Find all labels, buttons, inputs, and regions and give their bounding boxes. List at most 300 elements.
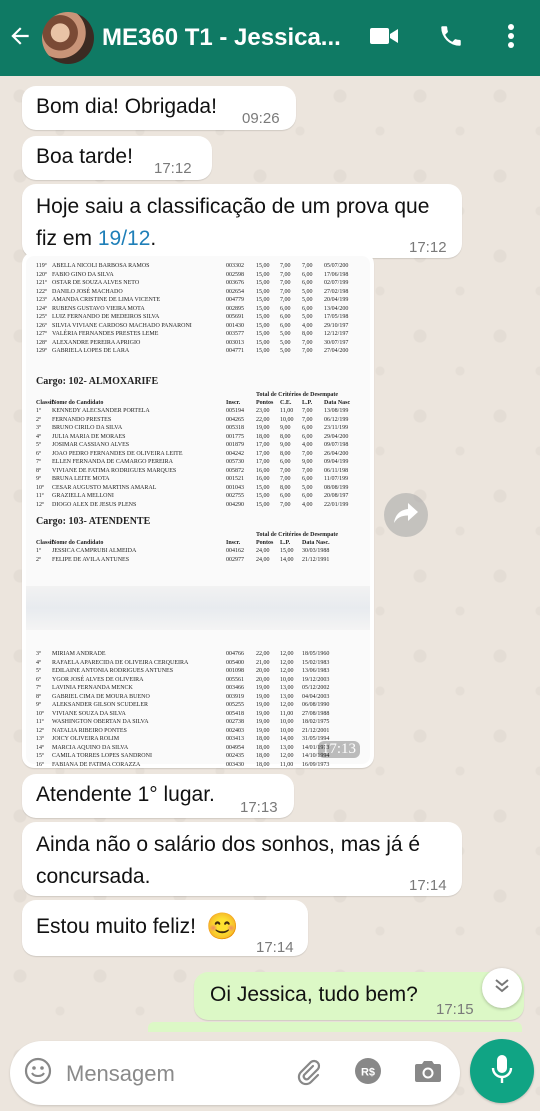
doc-table-cell: 15,00 xyxy=(256,322,270,329)
doc-table-cell: 4,00 xyxy=(302,442,313,448)
doc-table-row xyxy=(36,288,366,297)
doc-table-cell: 7,00 xyxy=(302,339,313,346)
doc-bottom-table xyxy=(36,650,366,769)
doc-table-cell: 12º xyxy=(36,501,44,508)
doc-header: Total de Critérios de Desempate xyxy=(256,392,339,398)
doc-table-cell: 002403 xyxy=(226,727,244,734)
doc-table-cell: 05/12/2002 xyxy=(302,685,330,691)
doc-table-cell: 10,00 xyxy=(280,416,294,423)
message-bubble[interactable] xyxy=(22,900,308,956)
doc-table-cell: 21/12/2001 xyxy=(302,727,330,734)
doc-table-cell: 16/09/1973 xyxy=(302,761,330,768)
doc-table-cell: 6,00 xyxy=(302,280,313,286)
forward-button[interactable] xyxy=(384,493,428,537)
doc-table-row xyxy=(36,441,366,450)
doc-table-cell: 002895 xyxy=(226,305,244,312)
doc-table-cell: 129º xyxy=(36,348,47,354)
doc-table-cell: 18,00 xyxy=(256,761,270,768)
doc-table-cell: RUBENS GUSTAVO VIEIRA MOTA xyxy=(52,305,145,312)
doc-table-cell: 003413 xyxy=(226,736,244,742)
doc-table-cell: 005194 xyxy=(226,408,244,414)
doc-table-cell: 002598 xyxy=(226,271,244,278)
message-bubble[interactable] xyxy=(22,86,296,130)
doc-table-cell: 27/04/200 xyxy=(324,348,349,354)
doc-table-cell: 002654 xyxy=(226,288,244,295)
emoji-button[interactable] xyxy=(22,1057,54,1089)
doc-table-cell: 7,00 xyxy=(280,288,291,295)
message-text: Estou muito feliz! xyxy=(36,915,196,938)
doc-table-cell: BRUNO CIRILO DA SILVA xyxy=(52,425,123,431)
doc-table-row xyxy=(36,547,366,556)
doc-table-cell: 6,00 xyxy=(302,493,313,499)
message-time: 17:15 xyxy=(436,1001,474,1018)
doc-table-cell: 7º xyxy=(36,685,41,691)
doc-table-cell: 29/10/197 xyxy=(324,322,349,329)
doc-cargo-103 xyxy=(36,514,366,564)
doc-table-cell: 14,00 xyxy=(280,556,294,563)
doc-table-cell: 002755 xyxy=(226,493,244,499)
doc-table-row xyxy=(36,475,366,484)
doc-table-cell: ELLEN FERNANDA DE CAMARGO PEREIRA xyxy=(52,459,174,465)
doc-table-cell: 10,00 xyxy=(280,676,294,683)
doc-table-cell: 5,00 xyxy=(302,288,313,295)
message-time: 17:13 xyxy=(240,799,278,816)
chat-title[interactable]: ME360 T1 - Jessica... xyxy=(102,24,341,51)
doc-table-cell: 003577 xyxy=(226,331,244,337)
doc-table-cell: 7,00 xyxy=(280,297,291,303)
doc-table-cell: 14/01/1973 xyxy=(302,744,330,751)
doc-table-row xyxy=(36,659,366,668)
doc-table-cell: 005872 xyxy=(226,467,244,474)
doc-table-row xyxy=(36,684,366,693)
doc-table-cell: 12,00 xyxy=(280,753,294,759)
doc-table-cell: MARCIA AQUINO DA SILVA xyxy=(52,744,129,751)
doc-table-cell: 005418 xyxy=(226,710,244,717)
doc-header-cell: L.P. xyxy=(280,540,291,546)
doc-table-cell: 7,00 xyxy=(280,501,291,508)
doc-table-cell: 23,00 xyxy=(256,408,270,414)
doc-table-row xyxy=(36,693,366,702)
doc-table-cell: 05/07/200 xyxy=(324,263,349,269)
doc-table-cell: 19,00 xyxy=(256,727,270,734)
doc-table-cell: 20,00 xyxy=(256,668,270,674)
doc-table-cell: 004242 xyxy=(226,450,244,457)
doc-table-cell: 1º xyxy=(36,548,41,554)
doc-table-row xyxy=(36,484,366,493)
message-bubble-outgoing-partial xyxy=(148,1022,522,1032)
doc-table-cell: 9,00 xyxy=(280,425,291,431)
doc-table-cell: 12,00 xyxy=(280,651,294,657)
doc-table-cell: 9,00 xyxy=(302,459,313,465)
message-text: Hoje saiu a classificação de um prova que fiz em 19/12. xyxy=(36,195,430,250)
doc-header-cell: Classif. xyxy=(36,540,55,546)
doc-table-cell: 14,00 xyxy=(280,736,294,742)
doc-table-cell: VIVIANE DE FATIMA RODRIGUES MARQUES xyxy=(52,467,177,474)
doc-table-cell: 20,00 xyxy=(256,676,270,683)
doc-table-row xyxy=(36,339,366,348)
doc-table-row xyxy=(36,761,366,770)
doc-table-cell: 8,00 xyxy=(280,433,291,440)
doc-table-cell: ABELLA NICOLI BARBOSA RAMOS xyxy=(52,263,150,269)
doc-table-cell: 02/07/199 xyxy=(324,280,349,286)
doc-table-cell: 7,00 xyxy=(302,416,313,423)
doc-table-cell: 7,00 xyxy=(280,271,291,278)
emoji-icon xyxy=(24,1057,52,1090)
doc-table-cell: 06/12/199 xyxy=(324,416,349,423)
doc-table-row xyxy=(36,492,366,501)
doc-table-cell: 1º xyxy=(36,408,41,414)
doc-table-cell: GRAZIELLA MELLONI xyxy=(52,493,114,499)
doc-table-cell: 13,00 xyxy=(280,685,294,691)
date-link[interactable]: 19/12 xyxy=(97,227,151,250)
doc-table-cell: FELIPE DE AVILA ANTUNES xyxy=(52,556,130,563)
doc-header-row xyxy=(36,399,366,407)
doc-table-cell: 6,00 xyxy=(280,305,291,312)
doc-table-cell: 6,00 xyxy=(302,425,313,431)
payment-button[interactable] xyxy=(352,1057,384,1089)
doc-table-row xyxy=(36,450,366,459)
doc-table-row xyxy=(36,330,366,339)
doc-table-cell: 002435 xyxy=(226,753,244,759)
doc-table-cell: 27/08/1988 xyxy=(302,710,330,717)
smile-emoji: 😊 xyxy=(206,911,239,941)
doc-table-cell: 2º xyxy=(36,416,41,423)
doc-table-cell: 004954 xyxy=(226,744,244,751)
doc-table-cell: 6,00 xyxy=(302,271,313,278)
doc-table-cell: 4º xyxy=(36,659,41,666)
doc-table-cell: JOSIMAR CASSIANO ALVES xyxy=(52,442,130,448)
svg-text:R$: R$ xyxy=(360,1066,376,1078)
doc-table-cell: 20/04/199 xyxy=(324,297,349,303)
doc-table-cell: 9º xyxy=(36,476,41,482)
doc-table-cell: NATALIA RIBEIRO PONTES xyxy=(52,727,127,734)
doc-table-cell: 13/06/1983 xyxy=(302,668,330,674)
paperclip-icon xyxy=(294,1057,322,1090)
doc-table-cell: CESAR AUGUSTO MARTINS AMARAL xyxy=(52,484,157,491)
doc-table-cell: 5,00 xyxy=(280,339,291,346)
doc-table-row xyxy=(36,556,366,565)
doc-table-cell: GABRIELA LOPES DE LARA xyxy=(52,348,130,354)
doc-table-cell: ALEXANDRE PEREIRA APRIGIO xyxy=(52,339,141,346)
doc-table-cell: 7,00 xyxy=(302,467,313,474)
doc-table-cell: 001879 xyxy=(226,442,244,448)
doc-table-cell: 5º xyxy=(36,442,41,448)
doc-table-row xyxy=(36,718,366,727)
doc-table-cell: 002738 xyxy=(226,719,244,725)
doc-table-cell: VALÉRIA FERNANDES PRESTES LEME xyxy=(52,331,159,337)
doc-table-cell: 16,00 xyxy=(256,476,270,482)
message-text: Bom dia! Obrigada! xyxy=(36,95,217,118)
doc-table-cell: 003302 xyxy=(226,263,244,269)
doc-table-cell: 6,00 xyxy=(280,322,291,329)
doc-table-cell: YGOR JOSÉ ALVES DE OLIVEIRA xyxy=(52,676,144,683)
doc-table-cell: 8,00 xyxy=(280,484,291,491)
doc-table-cell: 8º xyxy=(36,693,41,700)
doc-header-cell: Pontos xyxy=(256,540,274,546)
voice-message-button[interactable] xyxy=(470,1039,534,1103)
doc-table-cell: FERNANDO PRESTES xyxy=(52,416,112,423)
doc-table-cell: 15,00 xyxy=(280,548,294,554)
doc-table-cell: 19,00 xyxy=(256,425,270,431)
camera-button[interactable] xyxy=(412,1057,444,1089)
image-seam xyxy=(26,586,370,630)
doc-table-cell: 122º xyxy=(36,288,47,295)
doc-table-cell: LUIZ FERNANDO DE MEDEIROS SILVA xyxy=(52,314,160,320)
doc-table-cell: 7,00 xyxy=(302,348,313,354)
doc-table-cell: 126º xyxy=(36,322,47,329)
doc-table-cell: 002977 xyxy=(226,556,244,563)
doc-table-cell: 005255 xyxy=(226,702,244,708)
doc-table-cell: 29/04/200 xyxy=(324,433,349,440)
doc-table-cell: 17/06/198 xyxy=(324,271,349,278)
doc-table-cell: 7,00 xyxy=(280,263,291,269)
doc-table-cell: 003919 xyxy=(226,693,244,700)
doc-table-cell: 6,00 xyxy=(280,459,291,465)
doc-cargo-title: Cargo: 103- ATENDENTE xyxy=(36,516,151,527)
doc-table-cell: 6,00 xyxy=(302,305,313,312)
doc-table-cell: MIRIAM ANDRADE xyxy=(52,651,106,657)
doc-header-cell: L.P. xyxy=(302,400,313,406)
doc-table-cell: 20/08/197 xyxy=(324,493,349,499)
message-time: 09:26 xyxy=(242,110,280,127)
message-bubble[interactable] xyxy=(22,184,462,258)
doc-table-cell: 15,00 xyxy=(256,348,270,354)
message-text: Oi Jessica, tudo bem? xyxy=(210,983,418,1006)
message-input[interactable] xyxy=(66,1059,276,1089)
doc-table-cell: 21/12/1991 xyxy=(302,556,330,563)
doc-table-cell: 004162 xyxy=(226,548,244,554)
doc-table-cell: 15,00 xyxy=(256,280,270,286)
doc-table-cell: 6,00 xyxy=(280,314,291,320)
doc-table-cell: 09/04/199 xyxy=(324,459,349,465)
doc-table-cell: 18/02/1975 xyxy=(302,719,330,725)
doc-table-cell: BRUNA LEITE MOTA xyxy=(52,476,110,482)
mic-icon xyxy=(490,1053,514,1090)
doc-table-row xyxy=(36,752,366,761)
doc-table-row xyxy=(36,735,366,744)
doc-table-cell: 18,00 xyxy=(256,744,270,751)
doc-table-cell: 15,00 xyxy=(256,288,270,295)
doc-table-cell: 15,00 xyxy=(256,493,270,499)
doc-table-cell: GABRIEL CIMA DE MOURA BUENO xyxy=(52,693,150,700)
doc-table-row xyxy=(36,347,366,356)
doc-table-cell: 15/02/1983 xyxy=(302,659,330,666)
doc-table-cell: 17/05/198 xyxy=(324,314,349,320)
classification-document-image[interactable] xyxy=(26,256,370,768)
doc-header-cell: Classif. xyxy=(36,400,55,406)
doc-table-cell: 001430 xyxy=(226,322,244,329)
doc-table-cell: 16º xyxy=(36,761,44,768)
video-call-button[interactable] xyxy=(366,20,402,56)
back-button[interactable] xyxy=(0,0,40,76)
doc-table-cell: 127º xyxy=(36,331,47,337)
doc-table-cell: ALEKSANDER GILSON SCUDELER xyxy=(52,702,148,708)
doc-table-row xyxy=(36,701,366,710)
doc-table-cell: 005561 xyxy=(226,676,244,683)
doc-table-cell: 7,00 xyxy=(302,450,313,457)
doc-table-cell: 128º xyxy=(36,339,47,346)
doc-table-cell: 004779 xyxy=(226,297,244,303)
payment-icon xyxy=(354,1057,382,1090)
doc-table-cell: 23/11/199 xyxy=(324,425,349,431)
doc-table-cell: 24,00 xyxy=(256,548,270,554)
doc-table-cell: 5,00 xyxy=(302,314,313,320)
doc-table-cell: 5,00 xyxy=(302,297,313,303)
doc-table-cell: 7,00 xyxy=(302,408,313,414)
doc-header-cell: Nome do Candidato xyxy=(52,400,104,406)
doc-table-cell: 09/07/198 xyxy=(324,442,349,448)
doc-table-cell: 003466 xyxy=(226,685,244,691)
doc-table-cell: 005318 xyxy=(226,425,244,431)
doc-table-cell: 12,00 xyxy=(280,702,294,708)
doc-header-cell: C.E. xyxy=(280,400,292,406)
doc-table-cell: 7,00 xyxy=(280,467,291,474)
doc-table-row xyxy=(36,322,366,331)
doc-table-cell: 3º xyxy=(36,651,41,657)
doc-table-cell: 31/05/1994 xyxy=(302,736,330,742)
doc-table-cell: 17,00 xyxy=(256,450,270,457)
doc-header: Total de Critérios de Desempate xyxy=(256,532,339,538)
doc-table-cell: 119º xyxy=(36,263,47,269)
doc-table-cell: RAFAELA APARECIDA DE OLIVEIRA CERQUEIRA xyxy=(52,659,189,666)
attach-button[interactable] xyxy=(292,1057,324,1089)
doc-table-cell: 15,00 xyxy=(256,339,270,346)
doc-table-cell: 003013 xyxy=(226,339,244,346)
doc-table-cell: 13,00 xyxy=(280,744,294,751)
doc-table-cell: JESSICA CAMPRUBI ALMEIDA xyxy=(52,548,137,554)
doc-table-cell: 10,00 xyxy=(280,719,294,725)
doc-table-row xyxy=(36,313,366,322)
doc-header-cell: Data Nasc xyxy=(324,400,351,406)
doc-table-cell: 16,00 xyxy=(256,467,270,474)
doc-table-cell: SILVIA VIVIANE CARDOSO MACHADO PANARONI xyxy=(52,322,192,329)
doc-table-cell: 12/12/197 xyxy=(324,331,349,337)
doc-table-cell: 6,00 xyxy=(302,476,313,482)
doc-table-cell: AMANDA CRISTINE DE LIMA VICENTE xyxy=(52,297,161,303)
doc-table-cell: 27/02/198 xyxy=(324,288,349,295)
doc-table-cell: LAVINIA FERNANDA MENCK xyxy=(52,685,133,691)
doc-table-cell: 10º xyxy=(36,710,44,717)
doc-table-cell: 18,00 xyxy=(256,736,270,742)
doc-table-row xyxy=(36,676,366,685)
avatar[interactable] xyxy=(42,12,94,64)
doc-table-cell: 30/07/197 xyxy=(324,339,349,346)
doc-table-cell: 15,00 xyxy=(256,501,270,508)
doc-table-cell: 4º xyxy=(36,433,41,440)
doc-table-row xyxy=(36,262,366,271)
doc-table-cell: JOAO PEDRO FERNANDES DE OLIVEIRA LEITE xyxy=(52,450,183,457)
doc-table-cell: 11,00 xyxy=(280,710,294,717)
message-bubble-outgoing[interactable] xyxy=(194,972,524,1020)
doc-table-cell: 6º xyxy=(36,450,41,457)
doc-table-cell: 5,00 xyxy=(280,348,291,354)
doc-table-cell: 19,00 xyxy=(256,702,270,708)
phone-icon xyxy=(438,23,464,54)
doc-header-cell: Inscr. xyxy=(226,400,241,406)
doc-table-cell: 11º xyxy=(36,493,44,499)
doc-header-cell: Nome do Candidato xyxy=(52,540,104,546)
doc-table-row xyxy=(36,744,366,753)
doc-table-cell: 005730 xyxy=(226,459,244,465)
image-message[interactable] xyxy=(22,252,374,768)
doc-table-cell: 13/04/200 xyxy=(324,305,349,312)
call-button[interactable] xyxy=(433,20,469,56)
doc-table-cell: 06/11/198 xyxy=(324,467,349,474)
message-input-bar xyxy=(10,1041,460,1105)
doc-table-cell: 2º xyxy=(36,556,41,563)
doc-table-cell: 001521 xyxy=(226,476,244,482)
message-text: Boa tarde! xyxy=(36,145,133,168)
doc-table-cell: 004771 xyxy=(226,348,244,354)
doc-table-row xyxy=(36,467,366,476)
doc-table-cell: 7,00 xyxy=(302,263,313,269)
more-options-button[interactable] xyxy=(493,20,529,56)
doc-cargo-102 xyxy=(36,374,366,509)
doc-table-row xyxy=(36,416,366,425)
doc-table-cell: 5,00 xyxy=(302,484,313,491)
doc-table-row xyxy=(36,667,366,676)
doc-table-cell: 001043 xyxy=(226,484,244,491)
doc-table-cell: DANILO JOSÉ MACHADO xyxy=(52,288,123,295)
doc-table-cell: WASHINGTON OBERTAN DA SILVA xyxy=(52,719,149,725)
doc-table-cell: 13,00 xyxy=(280,693,294,700)
doc-table-cell: 005691 xyxy=(226,314,244,320)
doc-table-cell: 10º xyxy=(36,484,44,491)
doc-table-cell: 18/05/1960 xyxy=(302,651,330,657)
doc-table-cell: 06/08/1990 xyxy=(302,702,330,708)
message-text: Ainda não o salário dos sonhos, mas já é concursada. xyxy=(36,833,421,888)
doc-table-cell: 125º xyxy=(36,314,47,320)
doc-table-row xyxy=(36,458,366,467)
doc-table-cell: 15º xyxy=(36,753,44,759)
chat-header xyxy=(0,0,540,76)
doc-table-cell: 9,00 xyxy=(280,442,291,448)
doc-table-cell: 8,00 xyxy=(302,331,313,337)
doc-table-cell: 004290 xyxy=(226,501,244,508)
doc-table-cell: 18,00 xyxy=(256,753,270,759)
doc-header-cell: Pontos xyxy=(256,400,274,406)
doc-table-cell: JOICY OLIVEIRA ROLIM xyxy=(52,736,120,742)
doc-table-row xyxy=(36,279,366,288)
message-bubble[interactable] xyxy=(22,822,462,896)
doc-table-cell: 22,00 xyxy=(256,416,270,423)
video-call-icon xyxy=(369,25,399,52)
doc-table-cell: 003430 xyxy=(226,761,244,768)
doc-table-cell: 19,00 xyxy=(256,693,270,700)
scroll-down-button[interactable] xyxy=(482,968,522,1008)
doc-table-cell: 15,00 xyxy=(256,271,270,278)
doc-table-cell: 26/04/200 xyxy=(324,450,349,457)
doc-header-cell: Inscr. xyxy=(226,540,241,546)
doc-table-cell: DIOGO ALEX DE JESUS PLENS xyxy=(52,501,137,508)
message-time: 17:13 xyxy=(318,741,360,758)
doc-table-cell: EDILAINE ANTONIA RODRIGUES ANTUNES xyxy=(52,668,174,674)
doc-table-row xyxy=(36,407,366,416)
chevron-double-down-icon xyxy=(493,977,511,1000)
doc-table-cell: 15,00 xyxy=(256,314,270,320)
doc-table-cell: 04/04/2003 xyxy=(302,693,330,700)
doc-table-cell: 124º xyxy=(36,305,47,312)
doc-table-cell: 19,00 xyxy=(256,710,270,717)
message-bubble[interactable] xyxy=(22,774,294,818)
doc-table-row xyxy=(36,650,366,659)
doc-table-cell: 13º xyxy=(36,736,44,742)
doc-table-cell: 08/08/199 xyxy=(324,484,349,491)
message-bubble[interactable] xyxy=(22,136,212,180)
doc-table-cell: 4,00 xyxy=(302,501,313,508)
doc-table-cell: 11/07/199 xyxy=(324,476,349,482)
doc-table-cell: 121º xyxy=(36,280,47,286)
